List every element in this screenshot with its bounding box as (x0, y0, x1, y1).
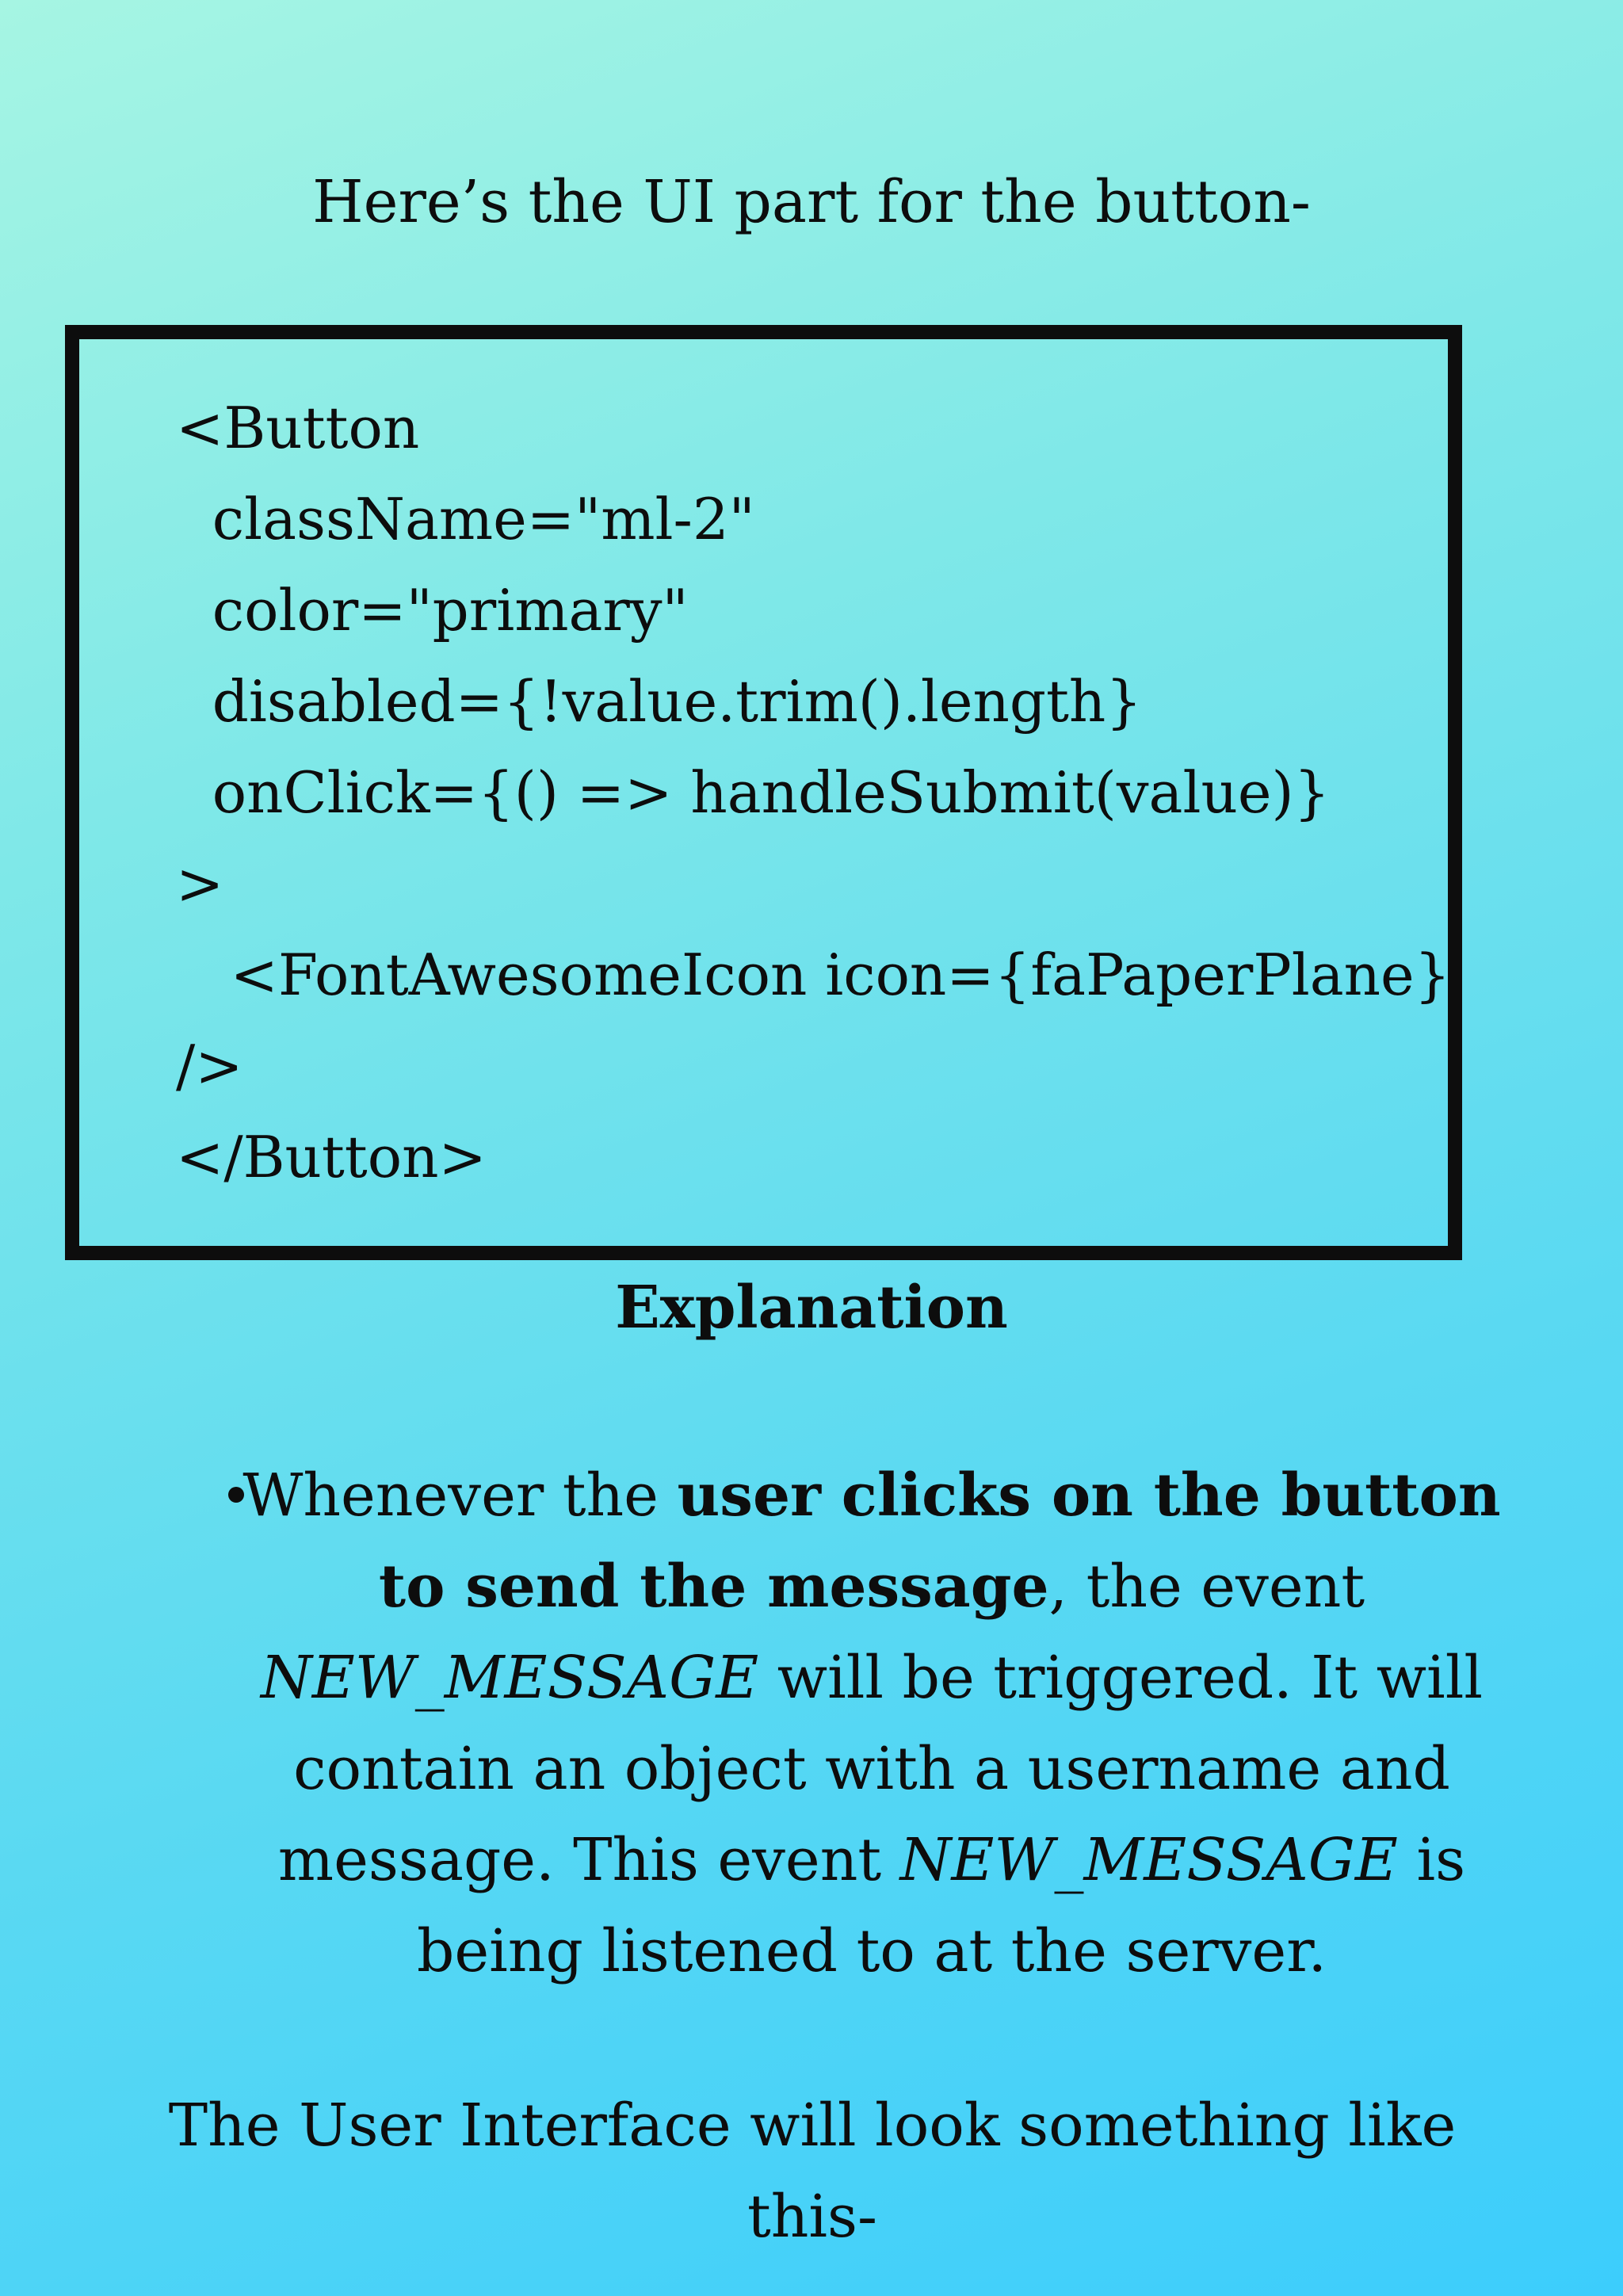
code-line: <Button (176, 395, 420, 461)
code-line: </Button> (176, 1124, 487, 1190)
bullet-text: being listened to at the server. (417, 1917, 1327, 1985)
intro-text: Here’s the UI part for the button- (312, 168, 1311, 236)
bullet-italic-text: NEW_MESSAGE (899, 1826, 1398, 1894)
bullet-text: contain an object with a username and (293, 1735, 1450, 1803)
code-line: > (176, 850, 224, 917)
bullet-bold-text: to send the message (378, 1553, 1049, 1621)
bullet-text: will be triggered. It will (758, 1644, 1484, 1712)
code-line: onClick={() => handleSubmit(value)} (176, 759, 1331, 826)
code-line: disabled={!value.trim().length} (176, 668, 1143, 735)
closing-text: The User Interface will look something like this- (168, 2092, 1457, 2251)
bullet-line-3 (238, 1633, 1506, 1724)
code-line: className="ml-2" (176, 486, 755, 552)
bullet-line-6 (238, 1906, 1506, 1997)
code-line: /> (176, 1033, 243, 1099)
bullet-line-2 (238, 1541, 1506, 1633)
bullet-bold-text: user clicks on the button (677, 1461, 1501, 1530)
explanation-heading: Explanation (615, 1274, 1008, 1342)
code-line: color="primary" (176, 577, 689, 644)
bullet-line-5 (238, 1815, 1506, 1906)
bullet-text: is (1397, 1826, 1466, 1894)
bullet-text: Whenever the (242, 1461, 678, 1530)
code-line: <FontAwesomeIcon icon={faPaperPlane} (176, 942, 1451, 1008)
code-block (65, 325, 1462, 1260)
bullet-italic-text: NEW_MESSAGE (260, 1644, 759, 1712)
bullet-text: , the event (1048, 1553, 1365, 1621)
bullet-text: message. This event (277, 1826, 900, 1894)
bullet-line-4 (238, 1724, 1506, 1815)
bullet-line-1 (238, 1450, 1506, 1541)
